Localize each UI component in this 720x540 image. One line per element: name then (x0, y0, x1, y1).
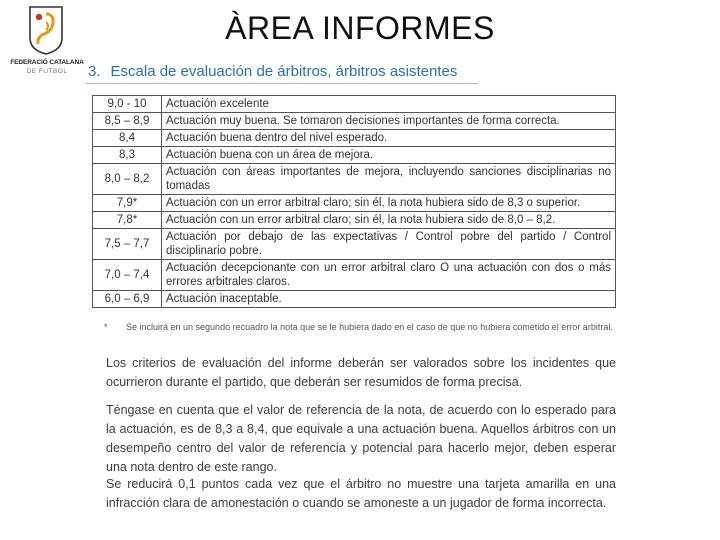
score-cell: 8,3 (93, 147, 162, 164)
description-cell: Actuación con un error arbitral claro; sin él, la nota hubiera sido de 8,0 – 8,2. (162, 212, 616, 229)
paragraph-criteria: Los criterios de evaluación del informe deberán ser valorados sobre los incidentes que ocurrieron durante el partido, que deberán ser resumidos de forma precisa. (106, 356, 616, 389)
score-cell: 7,9* (93, 195, 162, 212)
score-cell: 7,5 – 7,7 (93, 229, 162, 260)
page-title: ÀREA INFORMES (225, 10, 495, 46)
description-cell: Actuación decepcionante con un error arbitral claro O una actuación con dos o más errores arbitrales claros. (162, 260, 616, 291)
table-row (93, 113, 616, 130)
description-cell: Actuación buena dentro del nivel esperado. (162, 130, 616, 147)
score-cell: 8,4 (93, 130, 162, 147)
table-row (93, 130, 616, 147)
description-cell: Actuación inaceptable. (162, 291, 616, 308)
evaluation-scale-table (92, 95, 616, 308)
description-cell: Actuación excelente (162, 96, 616, 113)
section-number: 3. (88, 63, 101, 80)
score-cell: 7,0 – 7,4 (93, 260, 162, 291)
score-cell: 8,5 – 8,9 (93, 113, 162, 130)
table-row (93, 164, 616, 195)
footnote-text: Se incluirá en un segundo recuadro la nota que se le hubiera dado en el caso de que no hubiera cometido el error arbitral. (126, 322, 613, 332)
description-cell: Actuación buena con un área de mejora. (162, 147, 616, 164)
table-row (93, 195, 616, 212)
table-row (93, 291, 616, 308)
description-cell: Actuación con áreas importantes de mejora, incluyendo sanciones disciplinarias no tomadas (162, 164, 616, 195)
description-cell: Actuación por debajo de las expectativas / Control pobre del partido / Control disciplinario pobre. (162, 229, 616, 260)
description-cell: Actuación muy buena. Se tomaron decisiones importantes de forma correcta. (162, 113, 616, 130)
section-heading (88, 63, 457, 80)
table-row (93, 96, 616, 113)
table-row (93, 147, 616, 164)
description-cell: Actuación con un error arbitral claro; sin él, la nota hubiera sido de 8,3 o superior. (162, 195, 616, 212)
table-row (93, 229, 616, 260)
table-row (93, 260, 616, 291)
table-footnote (104, 322, 616, 333)
section-heading-text: Escala de evaluación de árbitros, árbitros asistentes (110, 63, 458, 80)
score-cell: 8,0 – 8,2 (93, 164, 162, 195)
footnote-marker: * (104, 322, 108, 332)
score-cell: 9,0 - 10 (93, 96, 162, 113)
paragraph-reference-value: Téngase en cuenta que el valor de referencia de la nota, de acuerdo con lo esperado para la actuación, es de 8,3 a 8,4, que equivale a una actuación buena. Aquellos árbitros con un desempeño centro del valor de referencia y potencial para hacerlo mejor, deben esperar una nota dentro de este rango. (106, 403, 616, 474)
score-cell: 7,8* (93, 212, 162, 229)
paragraph-deduction: Se reducirá 0,1 puntos cada vez que el árbitro no muestre una tarjeta amarilla en una infracción clara de amonestación o cuando se amoneste a un jugador de forma incorrecta. (106, 477, 616, 510)
logo-org-subname: DE FUTBOL (26, 68, 68, 75)
logo-org-name: FEDERACIÓ CATALANA (10, 59, 84, 66)
section-divider (86, 83, 478, 84)
score-cell: 6,0 – 6,9 (93, 291, 162, 308)
table-row (93, 212, 616, 229)
